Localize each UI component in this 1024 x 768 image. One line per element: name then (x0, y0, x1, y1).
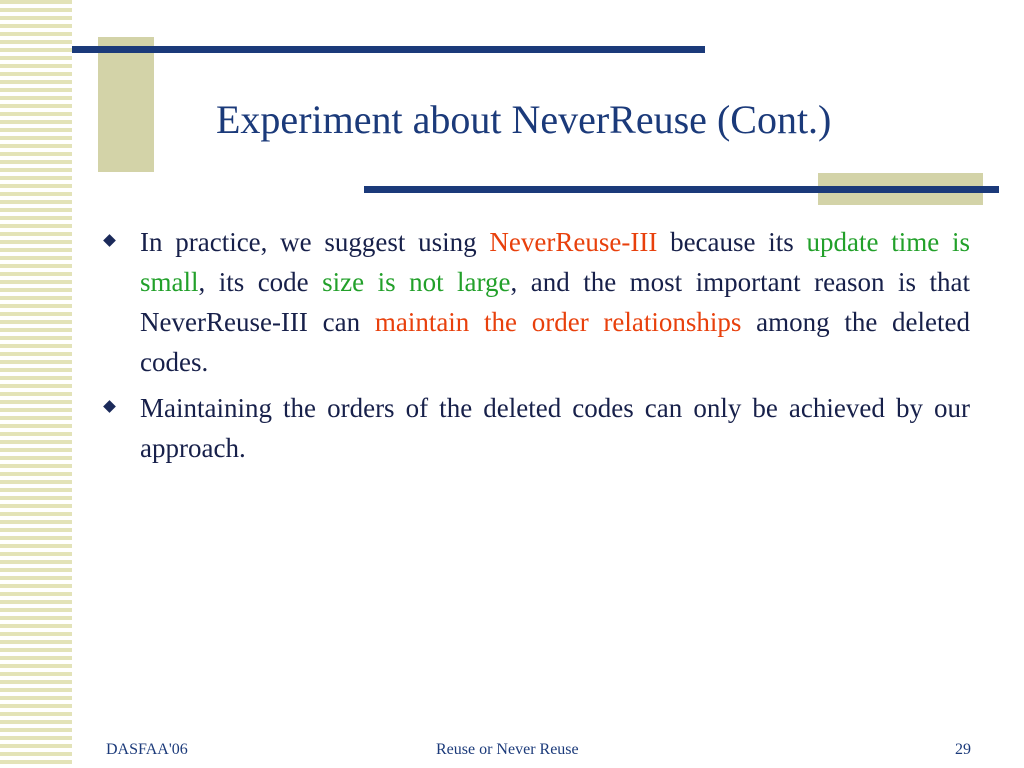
slide-body (104, 222, 970, 474)
bullet-item (104, 222, 970, 382)
title-bottom-rule (364, 186, 999, 193)
left-stripe-decoration (0, 0, 72, 768)
text-segment: , and the most important reason is that NeverReuse-III can (140, 267, 970, 337)
text-segment: , its code (198, 267, 323, 297)
text-segment: because its (657, 227, 807, 257)
text-segment: In practice, we suggest using (140, 227, 490, 257)
bullet-text: Maintaining the orders of the deleted codes can only be achieved by our approach. (140, 393, 970, 463)
bullet-item (104, 388, 970, 468)
footer-center: Reuse or Never Reuse (436, 741, 579, 758)
highlight-code-size: size is not large (322, 267, 511, 297)
title-decor-block (98, 37, 154, 172)
text-segment: among the deleted codes. (140, 307, 970, 377)
diamond-bullet-icon (103, 234, 116, 247)
footer-left: DASFAA'06 (106, 741, 188, 758)
highlight-method-name: NeverReuse-III (489, 227, 658, 257)
title-top-rule (72, 46, 705, 53)
bullet-text (140, 227, 970, 377)
footer-page-number: 29 (955, 741, 971, 758)
diamond-bullet-icon (103, 400, 116, 413)
slide-title: Experiment about NeverReuse (Cont.) (216, 97, 832, 142)
highlight-update-time: update time is small (140, 227, 970, 297)
highlight-order-relationships: maintain the order relationships (374, 307, 742, 337)
